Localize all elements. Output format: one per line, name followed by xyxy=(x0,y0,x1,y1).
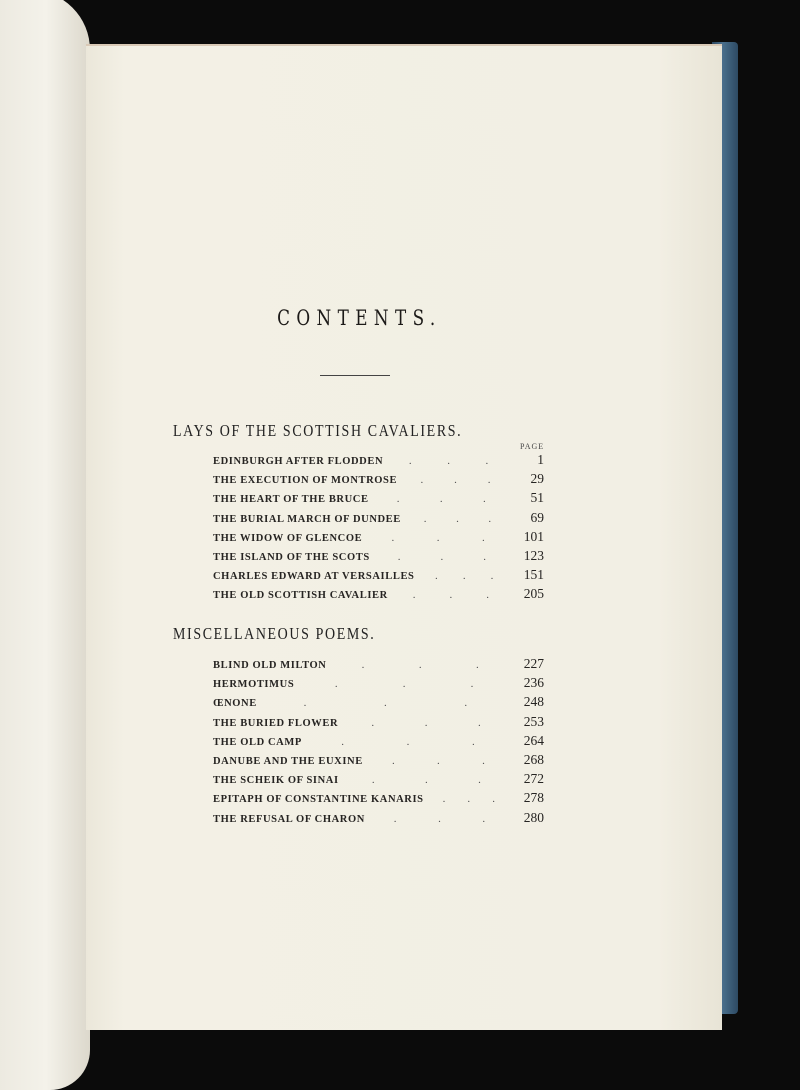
dot-leader: . . . xyxy=(391,754,485,767)
entry-title: THE EXECUTION OF MONTROSE xyxy=(213,475,398,487)
toc-entry xyxy=(213,656,544,675)
facing-page xyxy=(0,0,90,1090)
entry-title: DANUBE AND THE EUXINE xyxy=(213,755,363,767)
toc-entry xyxy=(213,586,544,605)
section-heading: MISCELLANEOUS POEMS. xyxy=(173,624,376,643)
entry-page-number: 264 xyxy=(523,732,544,748)
section-heading: LAYS OF THE SCOTTISH CAVALIERS. xyxy=(173,421,463,440)
entry-page-number: 280 xyxy=(523,809,544,825)
toc-entry xyxy=(213,529,544,548)
entry-page-number: 248 xyxy=(523,694,544,710)
entry-page-number: 227 xyxy=(523,656,544,671)
dot-leader: . . . xyxy=(397,550,486,563)
entry-title: BLIND OLD MILTON xyxy=(213,660,327,671)
entry-page-number: 236 xyxy=(523,675,544,691)
entry-title: THE OLD SCOTTISH CAVALIER xyxy=(213,590,388,602)
entry-page-number: 29 xyxy=(530,471,544,487)
dot-leader: . . . xyxy=(334,678,474,691)
entry-page-number: 69 xyxy=(530,509,544,525)
dot-leader: . . . xyxy=(412,589,489,602)
dot-leader: . . . xyxy=(408,455,489,467)
toc-entry xyxy=(213,752,544,771)
entry-title: THE ISLAND OF THE SCOTS xyxy=(213,551,370,563)
page-column-label: PAGE xyxy=(520,442,545,451)
toc-entry xyxy=(213,452,544,471)
toc-entry xyxy=(213,790,544,809)
toc-entry xyxy=(213,490,544,509)
entry-page-number: 205 xyxy=(523,586,544,602)
entry-page-number: 151 xyxy=(523,567,544,583)
divider-rule xyxy=(320,375,390,376)
toc-entry xyxy=(213,714,544,733)
dot-leader: . . . xyxy=(435,570,494,583)
entry-title: THE WIDOW OF GLENCOE xyxy=(213,532,363,544)
toc-entry xyxy=(213,733,544,752)
toc-entry xyxy=(213,694,544,713)
dot-leader: . . . xyxy=(396,493,486,506)
entry-page-number: 123 xyxy=(523,547,544,563)
entry-title: THE BURIAL MARCH OF DUNDEE xyxy=(213,513,401,525)
entry-title: HERMOTIMUS xyxy=(213,679,295,691)
dot-leader: . . . xyxy=(303,697,468,710)
entry-title: EPITAPH OF CONSTANTINE KANARIS xyxy=(213,794,424,806)
entry-page-number: 272 xyxy=(523,771,544,787)
entry-title: CHARLES EDWARD AT VERSAILLES xyxy=(213,571,415,583)
entry-page-number: 101 xyxy=(523,528,544,544)
toc-entry xyxy=(213,771,544,790)
dot-leader: . . . xyxy=(371,716,481,729)
dot-leader: . . . xyxy=(442,793,495,806)
entry-title: ŒNONE xyxy=(213,698,257,710)
toc-entry xyxy=(213,567,544,586)
dot-leader: . . . xyxy=(423,512,492,525)
dot-leader: . . . xyxy=(420,474,491,487)
entry-title: EDINBURGH AFTER FLODDEN xyxy=(213,456,384,467)
dot-leader: . . . xyxy=(371,774,481,787)
entry-page-number: 51 xyxy=(530,490,544,506)
dot-leader: . . . xyxy=(391,531,485,544)
entry-page-number: 253 xyxy=(523,713,544,729)
entry-title: THE BURIED FLOWER xyxy=(213,717,339,729)
entry-title: THE OLD CAMP xyxy=(213,736,302,748)
toc-entry xyxy=(213,471,544,490)
dot-leader: . . . xyxy=(341,735,475,748)
entry-page-number: 278 xyxy=(523,790,544,806)
entry-page-number: 268 xyxy=(523,751,544,767)
dot-leader: . . . xyxy=(393,812,486,825)
dot-leader: . . . xyxy=(361,659,479,671)
toc-entry xyxy=(213,810,544,829)
toc-entry xyxy=(213,675,544,694)
page-title: CONTENTS. xyxy=(277,306,442,330)
toc-entry xyxy=(213,510,544,529)
entry-title: THE HEART OF THE BRUCE xyxy=(213,494,369,506)
toc-list xyxy=(213,452,544,606)
entry-title: THE REFUSAL OF CHARON xyxy=(213,813,365,825)
entry-title: THE SCHEIK OF SINAI xyxy=(213,775,339,787)
toc-list xyxy=(213,656,544,829)
entry-page-number: 1 xyxy=(537,452,544,467)
toc-entry xyxy=(213,548,544,567)
